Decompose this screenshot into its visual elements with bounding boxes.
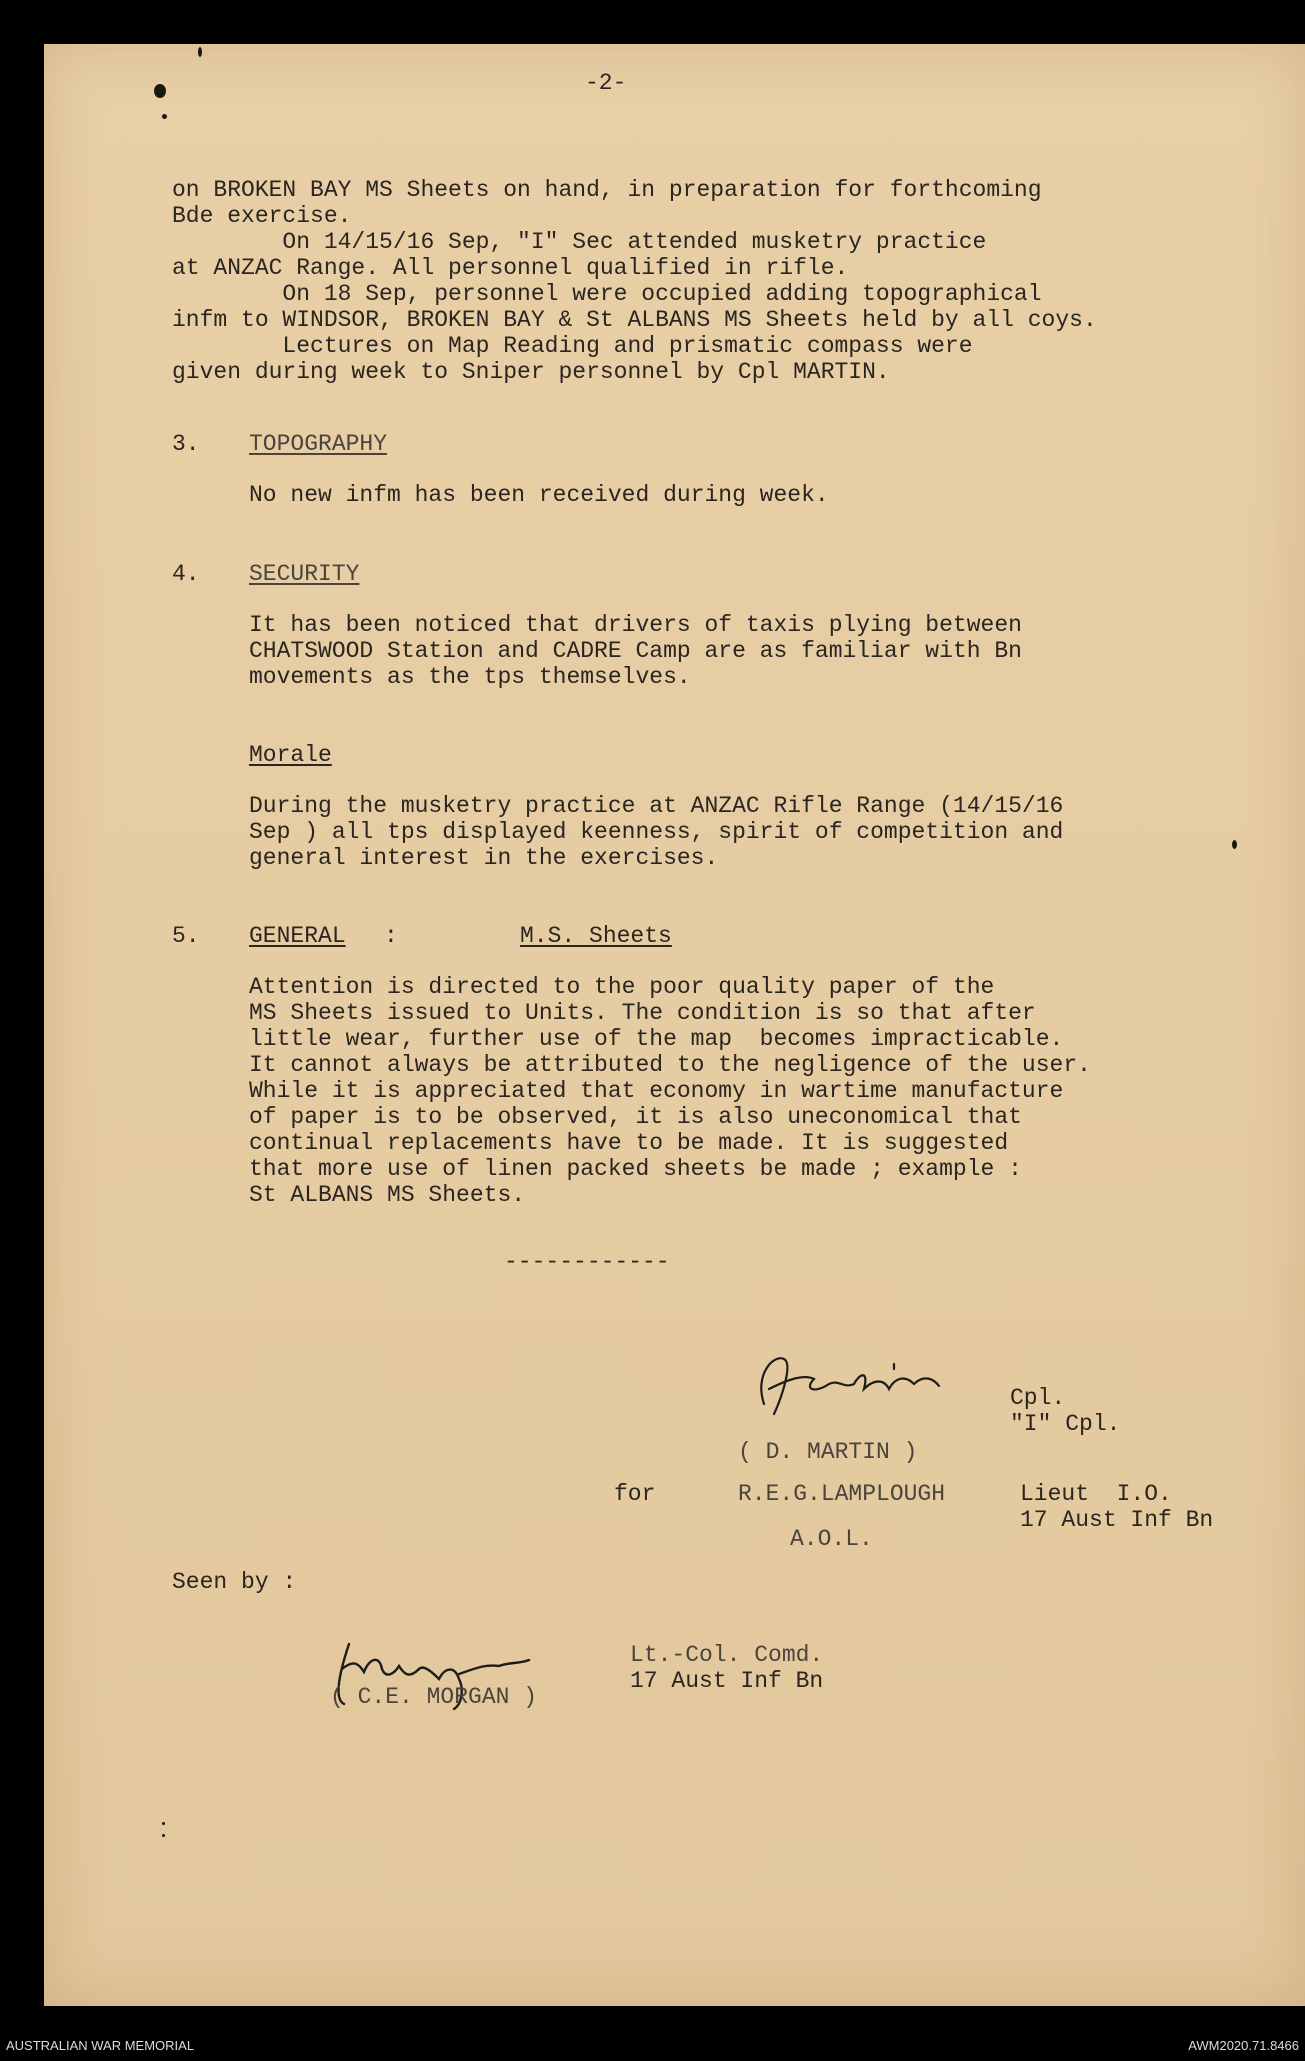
intro-line: On 14/15/16 Sep, "I" Sec attended musketry practice: [172, 229, 987, 255]
rank-line: "I" Cpl.: [1010, 1411, 1121, 1437]
ink-blot: [154, 84, 166, 98]
section-line: St ALBANS MS Sheets.: [249, 1182, 526, 1208]
seen-by-unit: 17 Aust Inf Bn: [630, 1668, 824, 1694]
page-number: -2-: [585, 70, 627, 96]
ink-dot: [162, 1834, 165, 1837]
section-number: 4.: [172, 561, 200, 587]
intro-line: On 18 Sep, personnel were occupied adding topographical: [172, 281, 1042, 307]
for-label: for: [614, 1481, 656, 1507]
section-line: MS Sheets issued to Units. The condition is so that after: [249, 1000, 1036, 1026]
archive-footer-right: AWM2020.71.8466: [1188, 2038, 1299, 2053]
section-number: 5.: [172, 923, 200, 949]
ink-blot: [162, 114, 167, 119]
seen-by-name: ( C.E. MORGAN ): [330, 1684, 538, 1710]
martin-signature: [744, 1334, 974, 1424]
section-line: movements as the tps themselves.: [249, 664, 691, 690]
subsection-heading: Morale: [249, 742, 332, 768]
document-page: [44, 44, 1305, 2006]
section-line: During the musketry practice at ANZAC Rifle Range (14/15/16: [249, 793, 1064, 819]
signatory-name: ( D. MARTIN ): [738, 1439, 918, 1465]
section-line: It cannot always be attributed to the negligence of the user.: [249, 1052, 1091, 1078]
section-number: 3.: [172, 431, 200, 457]
section-line: continual replacements have to be made. It is suggested: [249, 1130, 1009, 1156]
officer-unit: 17 Aust Inf Bn: [1020, 1507, 1214, 1533]
seen-by-rank: Lt.-Col. Comd.: [630, 1642, 824, 1668]
intro-line: at ANZAC Range. All personnel qualified in rifle.: [172, 255, 849, 281]
section-heading: GENERAL: [249, 923, 346, 949]
section-line: It has been noticed that drivers of taxis plying between: [249, 612, 1022, 638]
section-line: Sep ) all tps displayed keenness, spirit of competition and: [249, 819, 1064, 845]
intro-line: given during week to Sniper personnel by Cpl MARTIN.: [172, 359, 890, 385]
officer-name: R.E.G.LAMPLOUGH: [738, 1481, 946, 1507]
ink-blot: [1232, 840, 1237, 849]
ink-dot: [162, 1822, 165, 1825]
ink-blot: [198, 47, 202, 57]
officer-appointment: A.O.L.: [790, 1526, 873, 1552]
section-text: No new infm has been received during week.: [249, 482, 829, 508]
section-line: general interest in the exercises.: [249, 845, 719, 871]
officer-rank: Lieut I.O.: [1020, 1481, 1172, 1507]
section-heading: TOPOGRAPHY: [249, 431, 388, 457]
section-line: little wear, further use of the map becomes impracticable.: [249, 1026, 1064, 1052]
section-line: Attention is directed to the poor quality paper of the: [249, 974, 995, 1000]
intro-line: on BROKEN BAY MS Sheets on hand, in preparation for forthcoming: [172, 177, 1042, 203]
section-line: of paper is to be observed, it is also uneconomical that: [249, 1104, 1022, 1130]
archive-footer-left: AUSTRALIAN WAR MEMORIAL: [6, 2038, 195, 2053]
seen-by-label: Seen by :: [172, 1569, 297, 1595]
rank-line: Cpl.: [1010, 1385, 1066, 1411]
section-line: While it is appreciated that economy in wartime manufacture: [249, 1078, 1064, 1104]
intro-line: infm to WINDSOR, BROKEN BAY & St ALBANS MS Sheets held by all coys.: [172, 307, 1097, 333]
heading-separator: :: [384, 923, 398, 949]
intro-line: Bde exercise.: [172, 203, 352, 229]
divider-line: ------------: [504, 1249, 670, 1275]
section-heading: SECURITY: [249, 561, 360, 587]
subsection-heading: M.S. Sheets: [520, 923, 672, 949]
section-line: CHATSWOOD Station and CADRE Camp are as familiar with Bn: [249, 638, 1022, 664]
section-line: that more use of linen packed sheets be made ; example :: [249, 1156, 1022, 1182]
intro-line: Lectures on Map Reading and prismatic compass were: [172, 333, 973, 359]
